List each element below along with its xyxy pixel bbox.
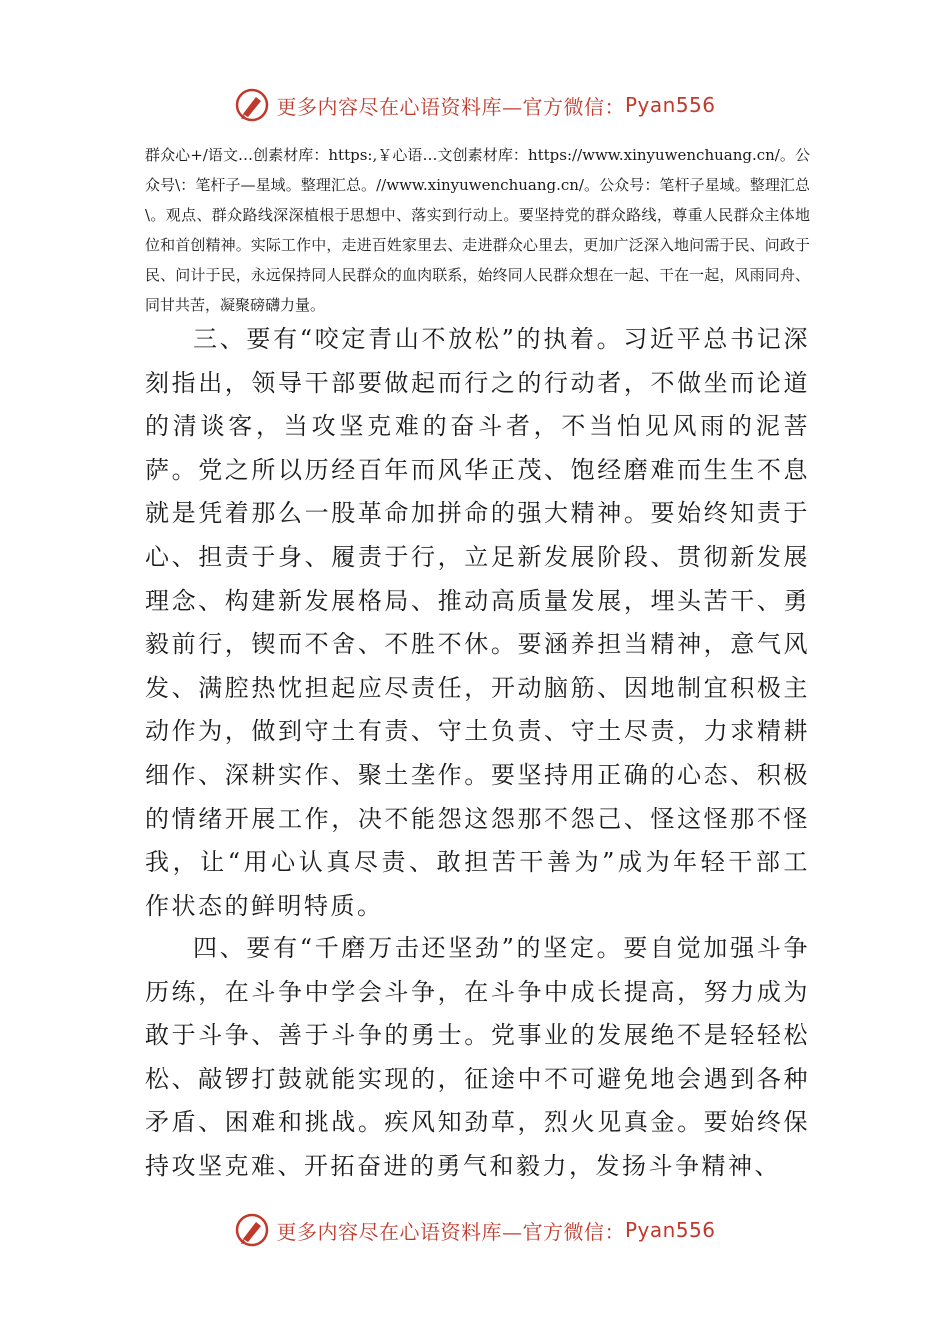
banner-text: 更多内容尽在心语资料库—官方微信：	[276, 94, 625, 119]
pen-logo-icon	[234, 87, 270, 123]
banner-text: 更多内容尽在心语资料库—官方微信：	[276, 1219, 625, 1244]
wechat-id: Pyan556	[624, 93, 716, 117]
footer-banner	[0, 1205, 950, 1255]
header-banner	[0, 80, 950, 130]
section-4-paragraph: 四、要有“千磨万击还坚劲”的坚定。要自觉加强斗争历练，在斗争中学会斗争，在斗争中成长提高，努力成为敢于斗争、善于斗争的勇士。党事业的发展绝不是轻轻松松、敲锣打鼓就能实现的，征途中不可避免地会遇到各种矛盾、困难和挑战。疾风知劲草，烈火见真金。要始终保持攻坚克难、开拓奋进的勇气和毅力，发扬斗争精神、	[145, 934, 810, 1180]
continuation-paragraph: 群众心+/语文…创素材库：https:,￥心语…文创素材库：https://www.xinyuwenchuang.cn/。公众号\：笔杆子—星域。整理汇总。//www.xinyuwenchuang.cn/。公众号：笔杆子星域。整理汇总\。观点、群众路线深深植根于思想中、落实到行动上。要坚持党的群众路线，尊重人民群众主体地位和首创精神。实际工作中，走进百姓家里去、走进群众心里去，更加广泛深入地问需于民、问政于民、问计于民，永远保持同人民群众的血肉联系，始终同人民群众想在一起、干在一起，风雨同舟、同甘共苦，凝聚磅礴力量。	[145, 146, 810, 314]
pen-logo-icon	[234, 1212, 270, 1248]
section-3-paragraph: 三、要有“咬定青山不放松”的执着。习近平总书记深刻指出，领导干部要做起而行之的行动者，不做坐而论道的清谈客，当攻坚克难的奋斗者，不当怕见风雨的泥菩萨。党之所以历经百年而风华正茂、饱经磨难而生生不息就是凭着那么一股革命加拼命的强大精神。要始终知责于心、担责于身、履责于行，立足新发展阶段、贯彻新发展理念、构建新发展格局、推动高质量发展，埋头苦干、勇毅前行，锲而不舍、不胜不休。要涵养担当精神，意气风发、满腔热忱担起应尽责任，开动脑筋、因地制宜积极主动作为，做到守土有责、守土负责、守土尽责，力求精耕细作、深耕实作、聚土垄作。要坚持用正确的心态、积极的情绪开展工作，决不能怨这怨那不怨己、怪这怪那不怪我，让“用心认真尽责、敢担苦干善为”成为年轻干部工作状态的鲜明特质。	[145, 325, 810, 920]
wechat-id: Pyan556	[624, 1218, 716, 1242]
